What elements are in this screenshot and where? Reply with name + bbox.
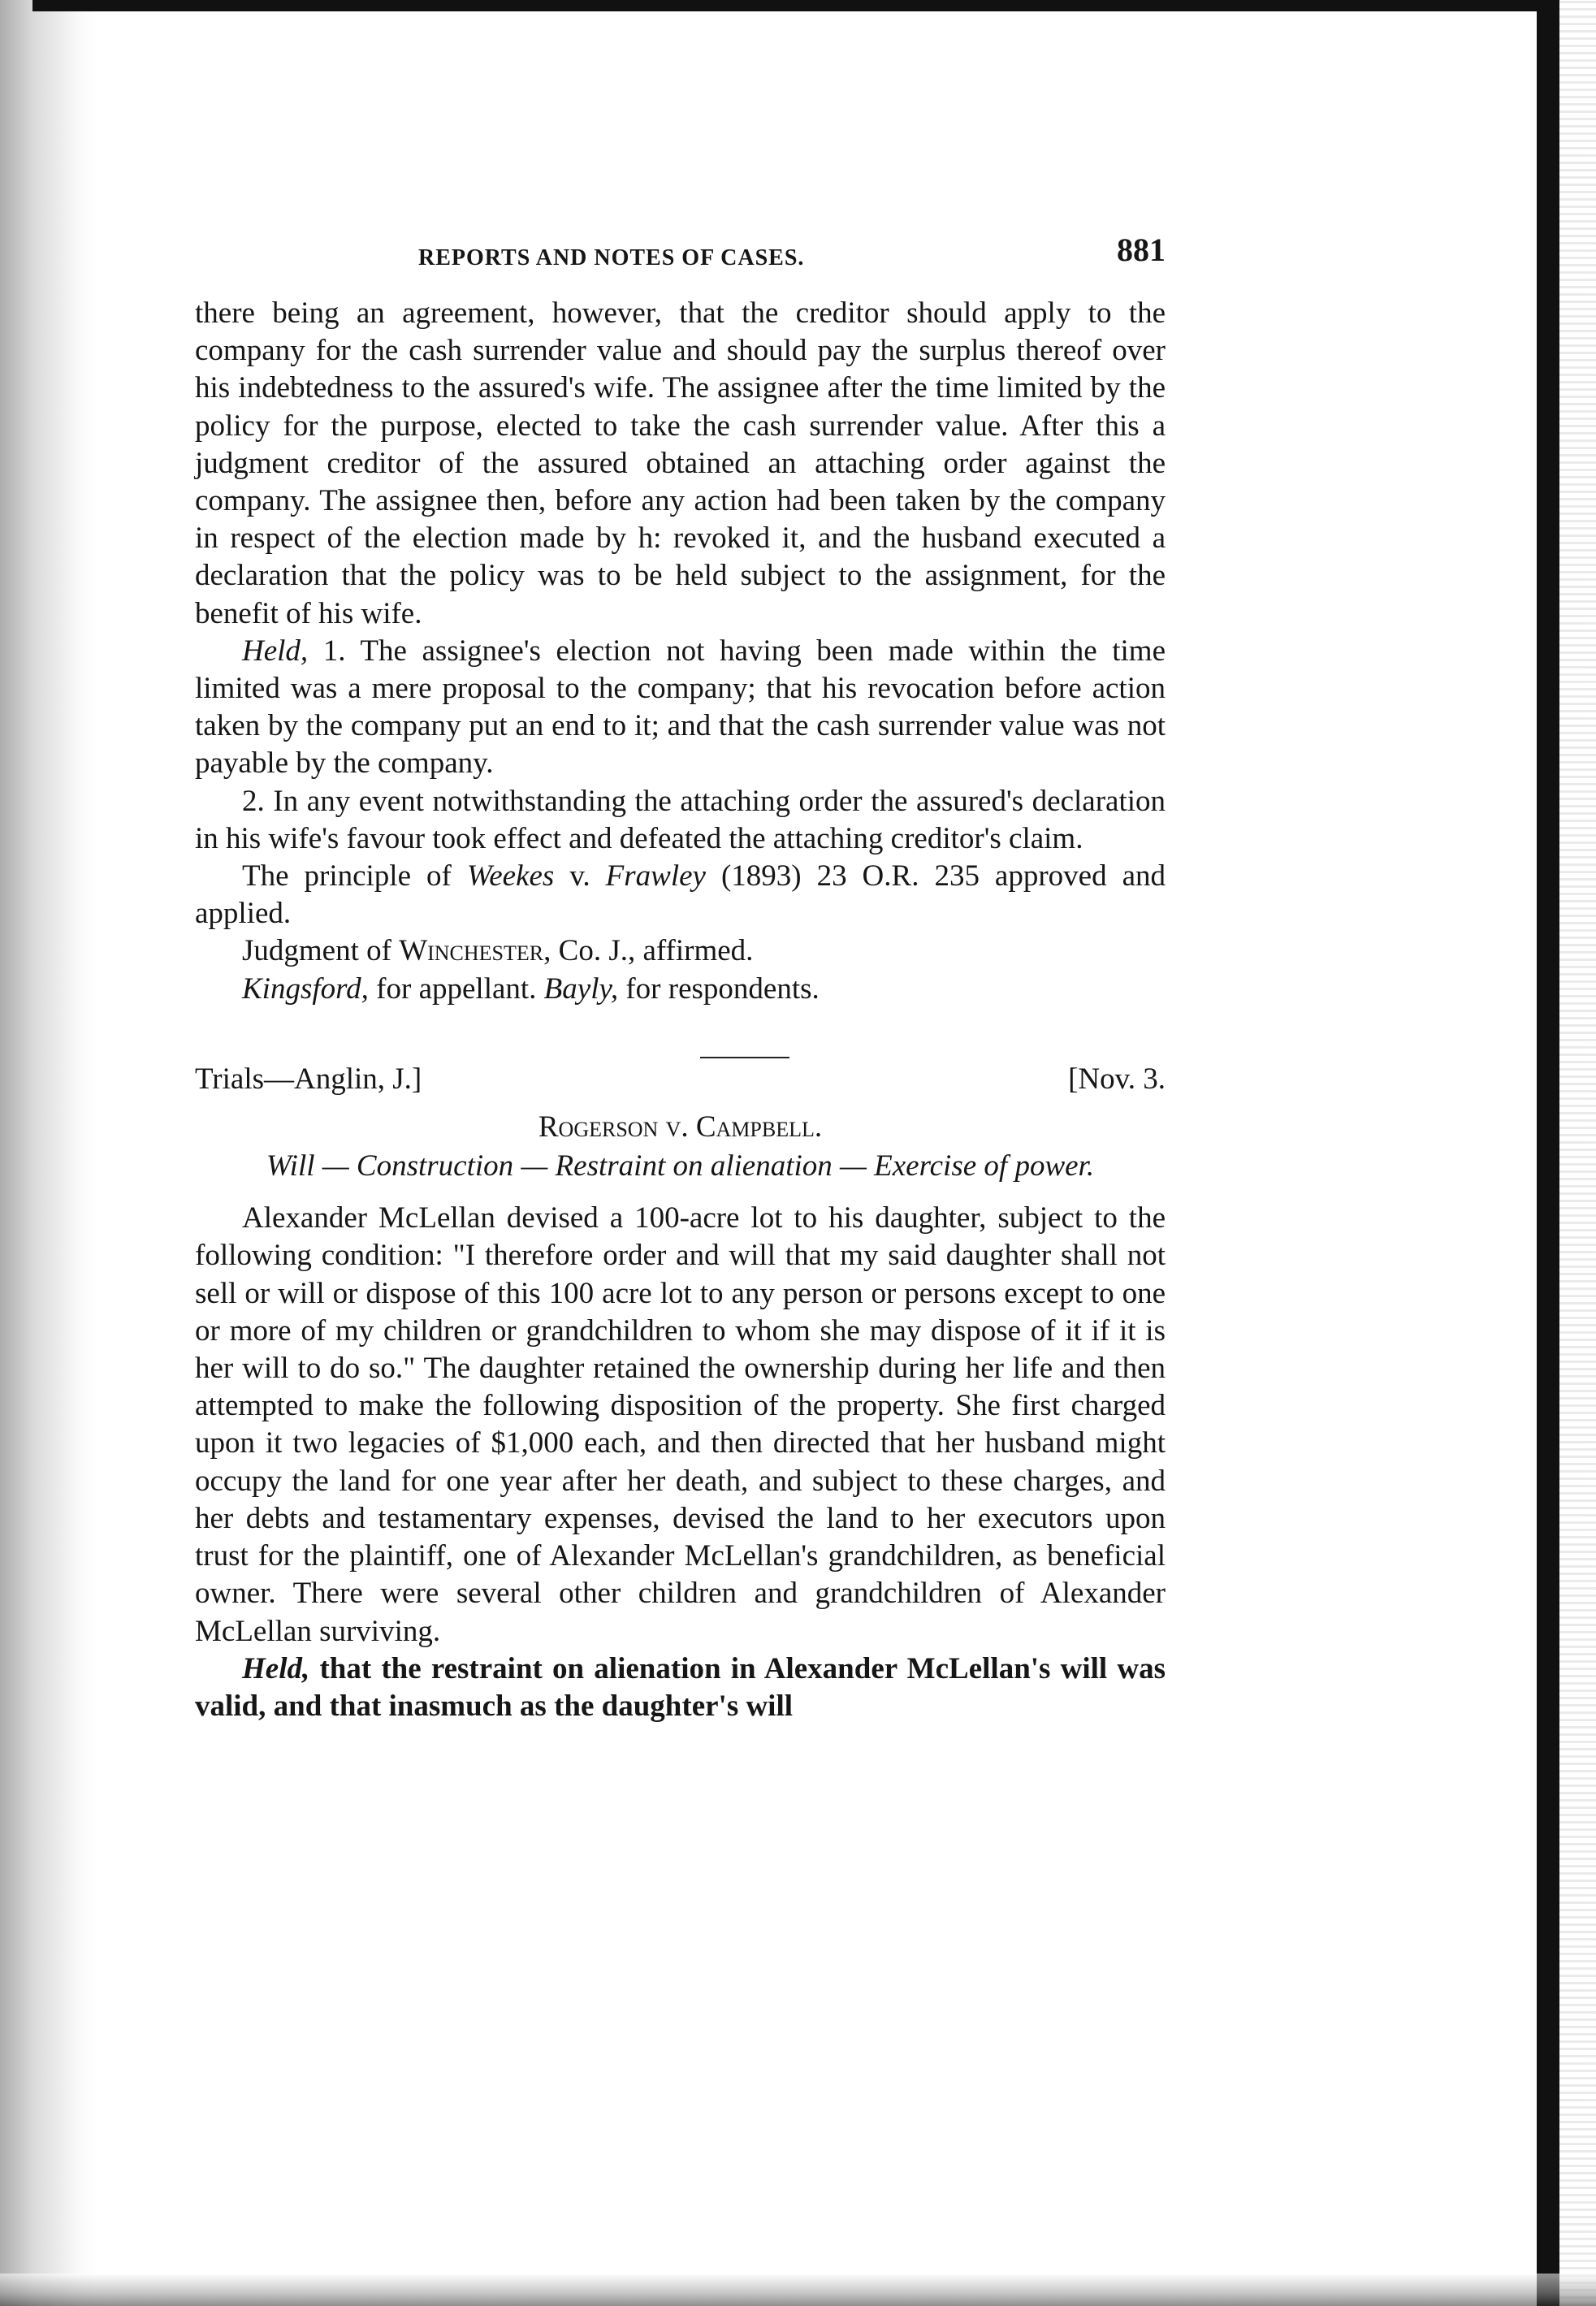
counsel-respondent-name: Bayly, [543, 971, 619, 1006]
case1-counsel [195, 971, 1166, 1008]
case1-judgment [195, 932, 1166, 970]
counsel-respondent-role: for respondents. [625, 971, 820, 1006]
counsel-appellant-role: for appellant. [376, 971, 537, 1006]
page-number: 881 [1117, 231, 1166, 268]
page-body [195, 231, 1166, 1725]
scan-shadow-bottom [0, 2274, 1596, 2306]
case2-date: [Nov. 3. [1068, 1062, 1166, 1096]
case-name-frawley: Frawley [605, 859, 706, 893]
case2-catchwords: Will — Construction — Restraint on alienation — Exercise of power. [266, 1149, 1095, 1183]
case-name-weekes: Weekes [466, 859, 555, 893]
counsel-appellant-name: Kingsford, [242, 971, 369, 1006]
case2-court: Trials—Anglin, J.] [195, 1062, 422, 1096]
case2-held-text: that the restraint on alienation in Alexander McLellan's will was valid, and that inasmuch as the daughter's will [195, 1651, 1166, 1723]
principle-suffix: (1893) 23 O.R. 235 approved and applied. [195, 859, 1166, 931]
case2-header [195, 1055, 1166, 1104]
case2-held [195, 1651, 1166, 1725]
case2-facts: Alexander McLellan devised a 100-acre lot to his daughter, subject to the following condition: "I therefore order and will that my said daughter shall not sell or will or dispose of this 100 acre lot to any person or persons except to one or more of my children or grandchildren to whom she may dispose of it if it is her will to do so." The daughter retained the ownership during her life and then attempted to make the following disposition of the property. She first charged upon it two legacies of $1,000 each, and then directed that her husband might occupy the land for one year after her death, and subject to these charges, and her debts and testamentary expenses, devised the land to her executors upon trust for the plaintiff, one of Alexander McLellan's grandchildren, as beneficial owner. There were several other children and grandchildren of Alexander McLellan surviving. [195, 1201, 1166, 1648]
principle-prefix: The principle of [242, 859, 452, 893]
held-label: Held, [242, 634, 309, 668]
case2-held-label: Held, [242, 1651, 310, 1685]
judgment-suffix: , Co. J., affirmed. [543, 934, 754, 968]
section-rule [700, 1057, 789, 1058]
case2-title: Rogerson v. Campbell. [538, 1110, 823, 1144]
case1-facts: there being an agreement, however, that the creditor should apply to the company for the cash surrender value and should pay the surplus thereof over his indebtedness to the assured's wife. The assignee after the time limited by the policy for the purpose, elected to take the cash surrender value. After this a judgment creditor of the assured obtained an attaching order against the company. The assignee then, before any action had been taken by the company in respect of the election made by h: revoked it, and the husband executed a declaration that the policy was to be held subject to the assignment, for the benefit of his wife. [195, 296, 1166, 630]
case1-held-2: 2. In any event notwithstanding the attaching order the assured's declaration in his wife's favour took effect and defeated the attaching creditor's claim. [195, 784, 1166, 855]
held-1-text: 1. The assignee's election not having been made within the time limited was a mere proposal to the company; that his revocation before action taken by the company put an end to it; and that the cash surrender value was not payable by the company. [195, 634, 1166, 781]
running-header [195, 231, 1166, 280]
case1-principle [195, 858, 1166, 932]
running-title: REPORTS AND NOTES OF CASES. [418, 245, 805, 270]
judge-name: Winchester [399, 934, 544, 968]
case1-held-1 [195, 633, 1166, 783]
judgment-prefix: Judgment of [242, 934, 391, 968]
versus: v. [569, 859, 590, 893]
